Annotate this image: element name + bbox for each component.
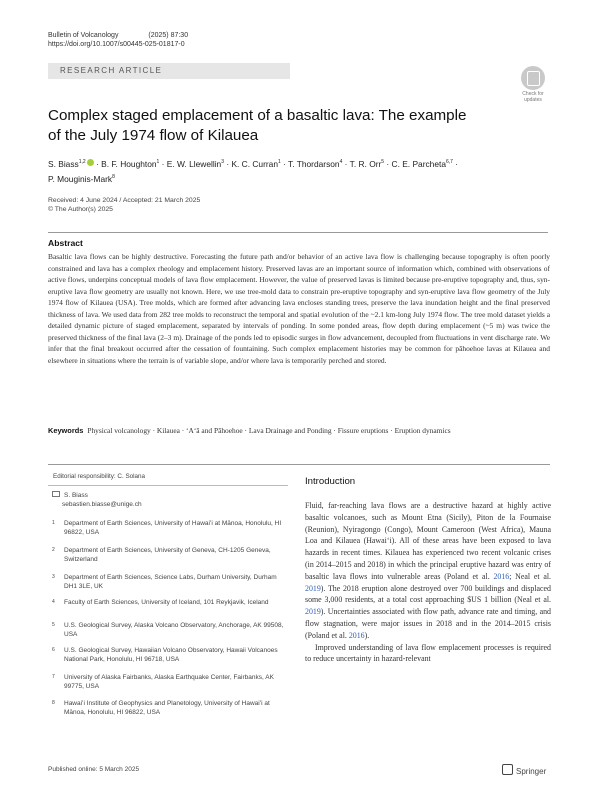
published-date: Published online: 5 March 2025 [48, 766, 140, 773]
keywords-text: Physical volcanology · Kilauea · ʻAʻā and Pāhoehoe · Lava Drainage and Ponding · Fissure eruptions · Eruption dynamics [87, 426, 451, 435]
divider [48, 485, 288, 486]
journal-name: Bulletin of Volcanology [48, 32, 119, 39]
keywords [48, 426, 550, 437]
article-type: RESEARCH ARTICLE [60, 66, 163, 75]
divider [48, 232, 548, 233]
introduction-text [305, 500, 551, 665]
corresponding-author: S. Biass sebastien.biasse@unige.ch [52, 491, 142, 509]
divider [48, 464, 550, 465]
keywords-label: Keywords [48, 426, 84, 435]
citation-link[interactable]: 2016 [493, 571, 510, 581]
orcid-icon[interactable] [87, 159, 94, 166]
author-name[interactable]: P. Mouginis-Mark [48, 173, 113, 184]
paragraph: Improved understanding of lava flow emplacement processes is required to reduce uncertainty in hazard-relevant [305, 642, 551, 664]
article-title: Complex staged emplacement of a basaltic lava: The example of the July 1974 flow of Kilauea [48, 107, 467, 144]
check-updates-label: Check for updates [522, 91, 544, 103]
article-type-banner [48, 63, 290, 79]
article-dates: Received: 4 June 2024 / Accepted: 21 March 2025 © The Author(s) 2025 [48, 197, 201, 213]
publisher-logo: Springer [502, 764, 546, 776]
editorial-responsibility: Editorial responsibility: C. Solana [53, 473, 146, 480]
springer-horse-icon [502, 764, 513, 775]
citation: (2025) 87:30 [148, 32, 189, 39]
running-header [48, 31, 188, 49]
section-heading: Introduction [305, 476, 356, 487]
abstract-heading: Abstract [48, 238, 83, 248]
abstract-text: Basaltic lava flows can be highly destructive. Forecasting the future path and/or behavior of an active lava flow is challenging because topography is often poorly constrained and lava has a complex rheology and emplacement history. Preserved lavas are an important source of information which, combined with observations of active flows, underpins conceptual models of lava flow emplacement. However, the value of preserved lavas is limited because pre-eruptive topography and, thus, syn-eruptive lava flow geometry are usually not known. Here, we use tree-mold data to constrain pre-eruptive topography and syn-eruptive lava flow geometry of the July 1974 flow of Kilauea (USA). Tree molds, which are formed after advancing lava encloses standing trees, preserve the lava inundation height and the final preserved thickness of lava. We used data from 282 tree molds to reconstruct the temporal and spatial evolution of the ~2.1 km-long July 1974 flow. The tree mold dataset yields a detailed dynamic picture of staged emplacement, separated by intervals of ponding. In some ponded areas, flow depth during emplacement (~5 m) was twice the preserved thickness of the final lava (2–3 m). Drainage of the ponds led to episodic surges in flow advancement, decoupled from fluctuations in vent discharge rate. We infer that the final breakout occurred after the cessation of fountaining. Such complex emplacement histories may be common for pāhoehoe lavas at Kilauea and elsewhere in situations where the terrain is of variable slope, and/or where lava is temporarily perched and stored. [48, 252, 550, 365]
doi-link[interactable]: https://doi.org/10.1007/s00445-025-01817-0 [48, 41, 185, 48]
envelope-icon [52, 491, 60, 497]
citation-link[interactable]: 2019 [305, 583, 321, 593]
author-list: S. Biass$^{1,2}$ · B. F. Houghton$^1$ · E. W. Llewellin$^3$ · K. C. Curran$^1$ · T. Thordarson$^4$ · T. R. Orr$^5$ · C. E. Parcheta$^{6,7}$ · P. Mouginis-Mark$^8$ [48, 158, 459, 184]
check-for-updates-button[interactable] [516, 66, 550, 106]
author-email[interactable]: sebastien.biasse@unige.ch [62, 501, 142, 508]
check-updates-icon [521, 66, 545, 90]
paragraph: Fluid, far-reaching lava flows are a destructive hazard at highly active basaltic volcanoes, such as Mount Etna (Sicily), Piton de la Fournaise (Reunion), Nyiragongo (Congo), Mount Cameroon (West Africa), Mauna Loa and Kilauea (Hawaiʻi). All of these areas have been exposed to lava hazards in recent times. Kilauea has experienced two recent volcanic crises (in 2014–2015 and 2018) in which the principal eruptive hazard was entry of basaltic lava flows into vulnerable areas (Poland et al. 2016; Neal et al. 2019). The 2018 eruption alone destroyed over 700 buildings and displaced some 3,000 residents, at a total cost approaching $US 1 billion (Neal et al. 2019). Uncertainties associated with flow path, advance rate and timing, and flow stagnation, were major issues in 2018 and in the 2014–2015 crisis (Poland et al. 2016). [305, 501, 551, 640]
author-name[interactable]: S. Biass [48, 158, 79, 169]
citation-link[interactable]: 2019 [305, 607, 321, 617]
citation-link[interactable]: 2016 [348, 630, 365, 640]
